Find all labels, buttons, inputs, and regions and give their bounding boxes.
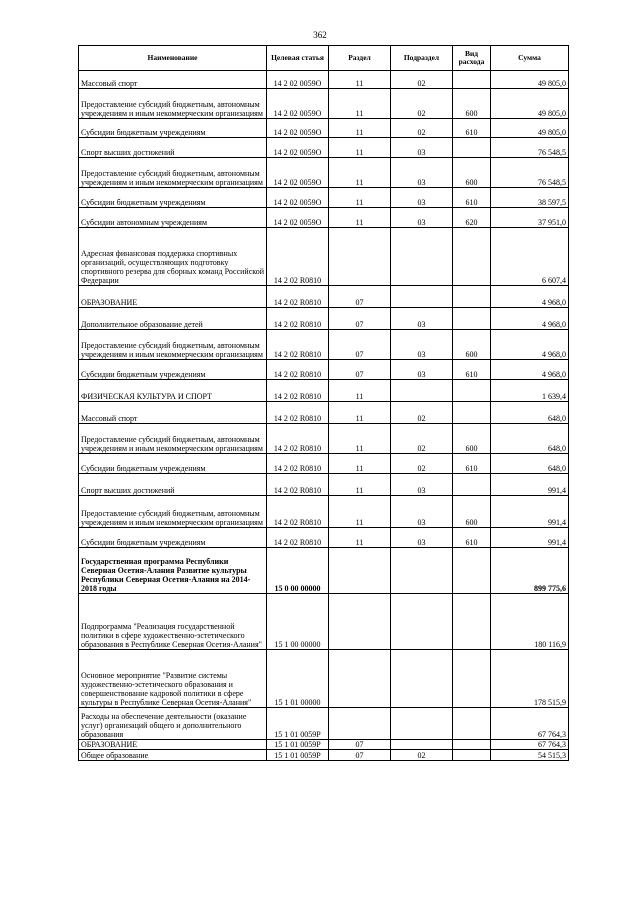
name-cell: [79, 402, 267, 424]
sum-cell: 49 805,0: [491, 119, 569, 138]
sum-cell: 6 607,4: [491, 228, 569, 286]
table-row: [79, 380, 569, 402]
code-cell: 15 1 00 00000: [267, 594, 329, 650]
subsection-cell: 03: [391, 208, 453, 228]
header-subsection: Подраздел: [391, 46, 453, 71]
expense-cell: 600: [453, 158, 491, 188]
name-cell: [79, 228, 267, 286]
code-cell: 15 1 01 0059Р: [267, 740, 329, 750]
subsection-cell: 03: [391, 528, 453, 548]
subsection-cell: 03: [391, 330, 453, 360]
subsection-cell: 03: [391, 138, 453, 158]
sum-cell: 76 548,5: [491, 138, 569, 158]
code-cell: 14 2 02 R0810: [267, 402, 329, 424]
name-cell: [79, 71, 267, 89]
row-name-text: Спорт высших достижений: [81, 148, 175, 157]
table-row: [79, 708, 569, 740]
section-cell: 11: [329, 454, 391, 474]
subsection-cell: 02: [391, 454, 453, 474]
section-cell: 11: [329, 380, 391, 402]
section-cell: 11: [329, 71, 391, 89]
row-name-text: Субсидии бюджетным учреждениям: [81, 128, 206, 137]
code-cell: 14 2 02 R0810: [267, 454, 329, 474]
name-cell: [79, 454, 267, 474]
sum-cell: 4 968,0: [491, 286, 569, 308]
expense-cell: 610: [453, 119, 491, 138]
table-row: [79, 548, 569, 594]
name-cell: [79, 208, 267, 228]
table-row: [79, 308, 569, 330]
subsection-cell: 02: [391, 424, 453, 454]
subsection-cell: 03: [391, 188, 453, 208]
table-row: [79, 89, 569, 119]
sum-cell: 76 548,5: [491, 158, 569, 188]
subsection-cell: 03: [391, 158, 453, 188]
sum-cell: 4 968,0: [491, 360, 569, 380]
section-cell: 07: [329, 750, 391, 761]
expense-cell: 600: [453, 89, 491, 119]
row-name-text: Адресная финансовая поддержка спортивных организаций, осуществляющих подготовку спортивного резерва для сборных команд Российской Федерации: [81, 249, 265, 285]
row-name-text: ОБРАЗОВАНИЕ: [81, 298, 138, 307]
name-cell: [79, 548, 267, 594]
code-cell: 14 2 02 R0810: [267, 528, 329, 548]
name-cell: [79, 650, 267, 708]
sum-cell: 991,4: [491, 496, 569, 528]
section-cell: 07: [329, 286, 391, 308]
subsection-cell: 03: [391, 308, 453, 330]
row-name-text: Государственная программа Республики Северная Осетия-Алания Развитие культуры Республики Северная Осетия-Алания на 2014-2018 годы: [81, 557, 251, 593]
table-row: [79, 402, 569, 424]
sum-cell: 899 775,6: [491, 548, 569, 594]
name-cell: [79, 308, 267, 330]
table-header-row: [79, 46, 569, 71]
subsection-cell: 03: [391, 360, 453, 380]
code-cell: 15 1 01 00000: [267, 650, 329, 708]
section-cell: 07: [329, 330, 391, 360]
code-cell: 14 2 02 0059О: [267, 208, 329, 228]
subsection-cell: [391, 286, 453, 308]
row-name-text: ФИЗИЧЕСКАЯ КУЛЬТУРА И СПОРТ: [81, 392, 212, 401]
expense-cell: 610: [453, 188, 491, 208]
name-cell: [79, 708, 267, 740]
expense-cell: 620: [453, 208, 491, 228]
table-body: [79, 71, 569, 761]
header-sum: Сумма: [491, 46, 569, 71]
table-row: [79, 158, 569, 188]
expense-cell: 610: [453, 360, 491, 380]
section-cell: [329, 548, 391, 594]
section-cell: 07: [329, 308, 391, 330]
subsection-cell: 02: [391, 750, 453, 761]
expense-cell: [453, 71, 491, 89]
name-cell: [79, 89, 267, 119]
code-cell: 14 2 02 R0810: [267, 228, 329, 286]
section-cell: 11: [329, 158, 391, 188]
name-cell: [79, 594, 267, 650]
section-cell: [329, 594, 391, 650]
expense-cell: 600: [453, 330, 491, 360]
code-cell: 14 2 02 R0810: [267, 474, 329, 496]
code-cell: 14 2 02 R0810: [267, 330, 329, 360]
table-row: [79, 740, 569, 750]
expense-cell: [453, 228, 491, 286]
section-cell: [329, 708, 391, 740]
expense-cell: [453, 308, 491, 330]
row-name-text: Подпрограмма "Реализация государственной политики в сфере художественно-эстетического образования в Республике Северная Осетия-Алания": [81, 622, 262, 649]
row-name-text: Субсидии автономным учреждениям: [81, 218, 208, 227]
row-name-text: Субсидии бюджетным учреждениям: [81, 538, 206, 547]
section-cell: 11: [329, 496, 391, 528]
expense-cell: 600: [453, 496, 491, 528]
expense-cell: [453, 594, 491, 650]
sum-cell: 178 515,9: [491, 650, 569, 708]
header-code: Целевая статья: [267, 46, 329, 71]
subsection-cell: [391, 548, 453, 594]
section-cell: 07: [329, 740, 391, 750]
subsection-cell: 03: [391, 474, 453, 496]
section-cell: 11: [329, 528, 391, 548]
code-cell: 14 2 02 R0810: [267, 424, 329, 454]
row-name-text: Предоставление субсидий бюджетным, автономным учреждениям и иным некоммерческим организациям: [81, 509, 263, 527]
subsection-cell: 02: [391, 89, 453, 119]
code-cell: 15 0 00 00000: [267, 548, 329, 594]
table-row: [79, 138, 569, 158]
row-name-text: Предоставление субсидий бюджетным, автономным учреждениям и иным некоммерческим организациям: [81, 435, 263, 453]
sum-cell: 4 968,0: [491, 308, 569, 330]
table-row: [79, 71, 569, 89]
code-cell: 14 2 02 R0810: [267, 286, 329, 308]
section-cell: [329, 650, 391, 708]
sum-cell: 67 764,3: [491, 740, 569, 750]
table-row: [79, 360, 569, 380]
table-row: [79, 119, 569, 138]
section-cell: 07: [329, 360, 391, 380]
section-cell: 11: [329, 402, 391, 424]
expense-cell: [453, 650, 491, 708]
sum-cell: 180 116,9: [491, 594, 569, 650]
sum-cell: 38 597,5: [491, 188, 569, 208]
expense-cell: [453, 750, 491, 761]
expense-cell: [453, 286, 491, 308]
sum-cell: 991,4: [491, 474, 569, 496]
section-cell: 11: [329, 188, 391, 208]
expense-cell: [453, 708, 491, 740]
name-cell: [79, 286, 267, 308]
subsection-cell: [391, 380, 453, 402]
section-cell: 11: [329, 89, 391, 119]
expense-cell: [453, 138, 491, 158]
name-cell: [79, 330, 267, 360]
row-name-text: Основное мероприятие "Развитие системы художественно-эстетического образования и совершенствование кадровой политики в сфере культуры в Республике Северная Осетия-Алания": [81, 671, 252, 707]
expense-cell: 610: [453, 528, 491, 548]
sum-cell: 49 805,0: [491, 89, 569, 119]
table-row: [79, 208, 569, 228]
name-cell: [79, 119, 267, 138]
code-cell: 14 2 02 0059О: [267, 188, 329, 208]
expense-cell: [453, 402, 491, 424]
code-cell: 15 1 01 0059Р: [267, 750, 329, 761]
table-row: [79, 594, 569, 650]
table-row: [79, 650, 569, 708]
section-cell: 11: [329, 138, 391, 158]
name-cell: [79, 380, 267, 402]
name-cell: [79, 360, 267, 380]
subsection-cell: [391, 228, 453, 286]
header-expense: Вид расхода: [453, 46, 491, 71]
sum-cell: 54 515,3: [491, 750, 569, 761]
sum-cell: 991,4: [491, 528, 569, 548]
code-cell: 14 2 02 R0810: [267, 308, 329, 330]
code-cell: 14 2 02 R0810: [267, 380, 329, 402]
sum-cell: 648,0: [491, 454, 569, 474]
budget-table: [78, 45, 569, 761]
name-cell: [79, 528, 267, 548]
table-row: [79, 454, 569, 474]
code-cell: 14 2 02 0059О: [267, 138, 329, 158]
section-cell: 11: [329, 119, 391, 138]
name-cell: [79, 740, 267, 750]
table-row: [79, 474, 569, 496]
sum-cell: 648,0: [491, 424, 569, 454]
section-cell: 11: [329, 424, 391, 454]
subsection-cell: 02: [391, 71, 453, 89]
header-section: Раздел: [329, 46, 391, 71]
expense-cell: 610: [453, 454, 491, 474]
subsection-cell: 02: [391, 402, 453, 424]
code-cell: 14 2 02 R0810: [267, 360, 329, 380]
subsection-cell: [391, 594, 453, 650]
sum-cell: 67 764,3: [491, 708, 569, 740]
subsection-cell: [391, 740, 453, 750]
page-number: 362: [313, 30, 327, 40]
code-cell: 14 2 02 R0810: [267, 496, 329, 528]
sum-cell: 37 951,0: [491, 208, 569, 228]
expense-cell: [453, 740, 491, 750]
name-cell: [79, 750, 267, 761]
name-cell: [79, 138, 267, 158]
row-name-text: Массовый спорт: [81, 79, 138, 88]
subsection-cell: [391, 708, 453, 740]
table-row: [79, 496, 569, 528]
expense-cell: [453, 474, 491, 496]
name-cell: [79, 474, 267, 496]
subsection-cell: [391, 650, 453, 708]
table-row: [79, 188, 569, 208]
row-name-text: Расходы на обеспечение деятельности (оказание услуг) организаций общего и дополнительного образования: [81, 712, 247, 739]
expense-cell: 600: [453, 424, 491, 454]
name-cell: [79, 158, 267, 188]
section-cell: 11: [329, 474, 391, 496]
sum-cell: 1 639,4: [491, 380, 569, 402]
table-row: [79, 228, 569, 286]
row-name-text: Предоставление субсидий бюджетным, автономным учреждениям и иным некоммерческим организациям: [81, 169, 263, 187]
row-name-text: Спорт высших достижений: [81, 486, 175, 495]
section-cell: [329, 228, 391, 286]
row-name-text: Субсидии бюджетным учреждениям: [81, 198, 206, 207]
row-name-text: Массовый спорт: [81, 414, 138, 423]
table-row: [79, 330, 569, 360]
table-row: [79, 286, 569, 308]
sum-cell: 49 805,0: [491, 71, 569, 89]
subsection-cell: 03: [391, 496, 453, 528]
name-cell: [79, 424, 267, 454]
table-row: [79, 424, 569, 454]
name-cell: [79, 496, 267, 528]
code-cell: 14 2 02 0059О: [267, 71, 329, 89]
row-name-text: ОБРАЗОВАНИЕ: [81, 740, 138, 749]
code-cell: 14 2 02 0059О: [267, 119, 329, 138]
row-name-text: Субсидии бюджетным учреждениям: [81, 464, 206, 473]
row-name-text: Общее образование: [81, 751, 149, 760]
name-cell: [79, 188, 267, 208]
expense-cell: [453, 380, 491, 402]
row-name-text: Дополнительное образование детей: [81, 320, 203, 329]
code-cell: 14 2 02 0059О: [267, 89, 329, 119]
header-name: Наименование: [79, 46, 267, 71]
table-row: [79, 528, 569, 548]
code-cell: 15 1 01 0059Р: [267, 708, 329, 740]
table-row: [79, 750, 569, 761]
row-name-text: Предоставление субсидий бюджетным, автономным учреждениям и иным некоммерческим организациям: [81, 100, 263, 118]
sum-cell: 648,0: [491, 402, 569, 424]
sum-cell: 4 968,0: [491, 330, 569, 360]
expense-cell: [453, 548, 491, 594]
row-name-text: Субсидии бюджетным учреждениям: [81, 370, 206, 379]
row-name-text: Предоставление субсидий бюджетным, автономным учреждениям и иным некоммерческим организациям: [81, 341, 263, 359]
section-cell: 11: [329, 208, 391, 228]
subsection-cell: 02: [391, 119, 453, 138]
code-cell: 14 2 02 0059О: [267, 158, 329, 188]
